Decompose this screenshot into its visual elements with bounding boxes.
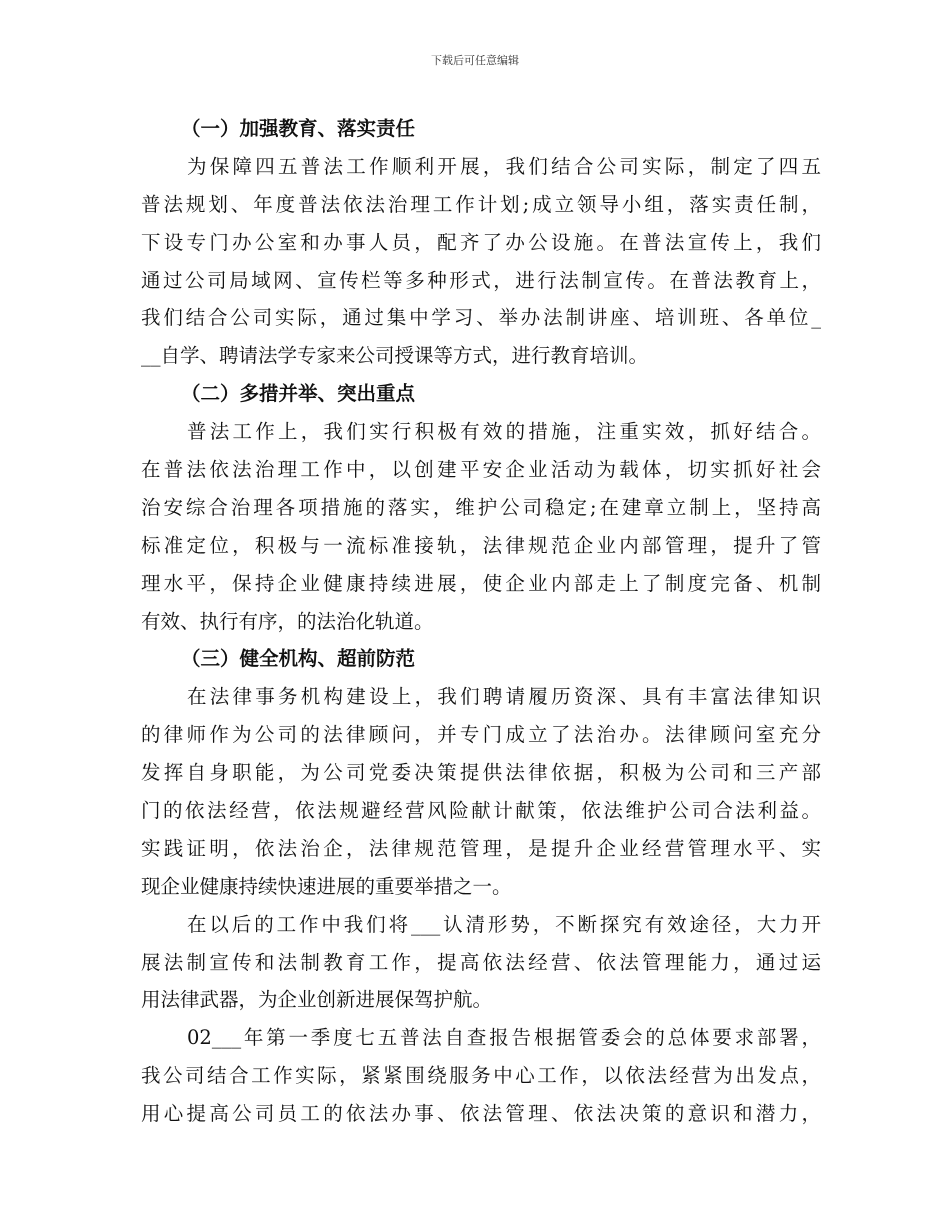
paragraph-line: 我们结合公司实际，通过集中学习、举办法制讲座、培训班、各单位_ bbox=[141, 306, 821, 330]
paragraph-line: 实践证明，依法治企，法律规范管理，是提升企业经营管理水平、实 bbox=[141, 836, 821, 860]
paragraph-line: __自学、聘请法学专家来公司授课等方式，进行教育培训。 bbox=[141, 344, 649, 368]
document-body bbox=[141, 110, 821, 1133]
closing-line: 展法制宣传和法制教育工作，提高依法经营、依法管理能力，通过运 bbox=[141, 950, 821, 974]
closing-line: 用法律武器，为企业创新进展保驾护航。 bbox=[141, 988, 493, 1012]
paragraph-line: 治安综合治理各项措施的落实，维护公司稳定;在建章立制上，坚持高 bbox=[141, 495, 821, 519]
paragraph-line: 门的依法经营，依法规避经营风险献计献策，依法维护公司合法利益。 bbox=[141, 799, 821, 823]
report-line: 02___年第一季度七五普法自查报告根据管委会的总体要求部署， bbox=[187, 1026, 821, 1050]
section-heading-3: （三）健全机构、超前防范 bbox=[181, 647, 416, 671]
paragraph-line: 普法工作上，我们实行积极有效的措施，注重实效，抓好结合。 bbox=[187, 420, 821, 444]
paragraph-line: 发挥自身职能，为公司党委决策提供法律依据，积极为公司和三产部 bbox=[141, 761, 821, 785]
report-line: 用心提高公司员工的依法办事、依法管理、依法决策的意识和潜力， bbox=[141, 1102, 821, 1126]
paragraph-line: 现企业健康持续快速进展的重要举措之一。 bbox=[141, 874, 512, 898]
paragraph-line: 标准定位，积极与一流标准接轨，法律规范企业内部管理，提升了管 bbox=[141, 533, 821, 557]
paragraph-line: 理水平，保持企业健康持续进展，使企业内部走上了制度完备、机制 bbox=[141, 571, 821, 595]
paragraph-line: 在普法依法治理工作中，以创建平安企业活动为载体，切实抓好社会 bbox=[141, 458, 821, 482]
paragraph-line: 通过公司局域网、宣传栏等多种形式，进行法制宣传。在普法教育上， bbox=[141, 268, 821, 292]
page-header: 下载后可任意编辑 bbox=[431, 54, 519, 67]
report-line: 我公司结合工作实际，紧紧围绕服务中心工作，以依法经营为出发点， bbox=[141, 1064, 821, 1088]
paragraph-line: 下设专门办公室和办事人员，配齐了办公设施。在普法宣传上，我们 bbox=[141, 230, 821, 254]
paragraph-line: 普法规划、年度普法依法治理工作计划;成立领导小组，落实责任制， bbox=[141, 192, 821, 216]
section-heading-2: （二）多措并举、突出重点 bbox=[181, 382, 416, 406]
paragraph-line: 在法律事务机构建设上，我们聘请履历资深、具有丰富法律知识 bbox=[187, 685, 821, 709]
section-heading-1: （一）加强教育、落实责任 bbox=[181, 117, 416, 140]
paragraph-line: 为保障四五普法工作顺利开展，我们结合公司实际，制定了四五 bbox=[187, 154, 821, 178]
closing-line: 在以后的工作中我们将___认清形势，不断探究有效途径，大力开 bbox=[187, 912, 821, 936]
paragraph-line: 的律师作为公司的法律顾问，并专门成立了法治办。法律顾问室充分 bbox=[141, 723, 821, 747]
paragraph-line: 有效、执行有序，的法治化轨道。 bbox=[141, 609, 434, 633]
